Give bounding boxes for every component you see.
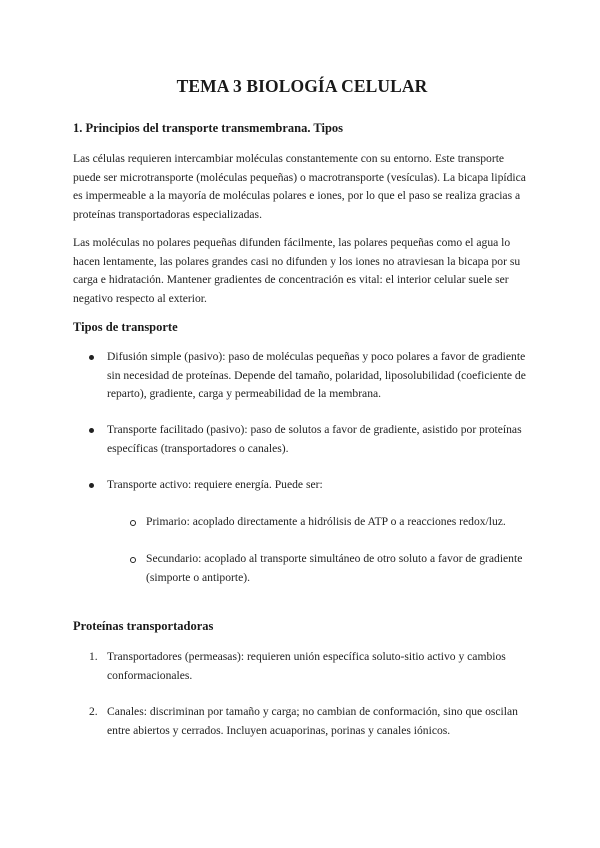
section-heading-proteins: Proteínas transportadoras <box>73 619 214 633</box>
section-heading-principles: 1. Principios del transporte transmembrana. Tipos <box>73 121 344 135</box>
numbered-item-text: Canales: discriminan por tamaño y carga; no cambian de conformación, sino que oscilan entre abiertos y cerrados. Incluyen acuaporinas, porinas y canales iónicos. <box>107 705 518 737</box>
list-item-text: Transporte facilitado (pasivo): paso de solutos a favor de gradiente, asistido por proteínas específicas (transportadores o canales). <box>107 423 522 455</box>
numbered-item-number: 1. <box>89 650 98 663</box>
sublist-item-text: Primario: acoplado directamente a hidrólisis de ATP o a reacciones redox/luz. <box>146 515 506 528</box>
bullet-dot-icon <box>89 348 94 367</box>
bullet-dot-icon <box>89 421 94 440</box>
list-item-text: Transporte activo: requiere energía. Puede ser: <box>107 478 323 491</box>
bullet-dot-icon <box>89 476 94 495</box>
bullet-circle-icon <box>130 550 136 569</box>
sublist-item-text: Secundario: acoplado al transporte simultáneo de otro soluto a favor de gradiente (simporte o antiporte). <box>146 552 523 584</box>
bullet-circle-icon <box>130 513 136 532</box>
list-item-text: Difusión simple (pasivo): paso de moléculas pequeñas y poco polares a favor de gradiente sin necesidad de proteínas. Depende del tamaño, polaridad, liposolubilidad (coeficiente de reparto), gradiente, carga y permeabilidad de la membrana. <box>107 350 526 400</box>
paragraph-intro: Las células requieren intercambiar moléculas constantemente con su entorno. Este transporte puede ser microtransporte (moléculas pequeñas) o macrotransporte (vesículas). La bicapa lipídica es impermeable a la mayoría de moléculas polares e iones, por lo que el paso se realiza gracias a proteínas transportadoras especializadas. <box>73 152 526 221</box>
numbered-item-text: Transportadores (permeasas): requieren unión específica soluto-sitio activo y cambios conformacionales. <box>107 650 506 682</box>
document-title: TEMA 3 BIOLOGÍA CELULAR <box>176 76 428 96</box>
paragraph-diffusion: Las moléculas no polares pequeñas difunden fácilmente, las polares pequeñas como el agua lo hacen lentamente, las polares grandes casi no difunden y los iones no atraviesan la bicapa por su carga e hidratación. Mantener gradientes de concentración es vital: el interior celular suele ser negativo respecto al exterior. <box>73 236 521 305</box>
section-heading-transport-types: Tipos de transporte <box>73 320 178 334</box>
numbered-item-number: 2. <box>89 705 98 718</box>
